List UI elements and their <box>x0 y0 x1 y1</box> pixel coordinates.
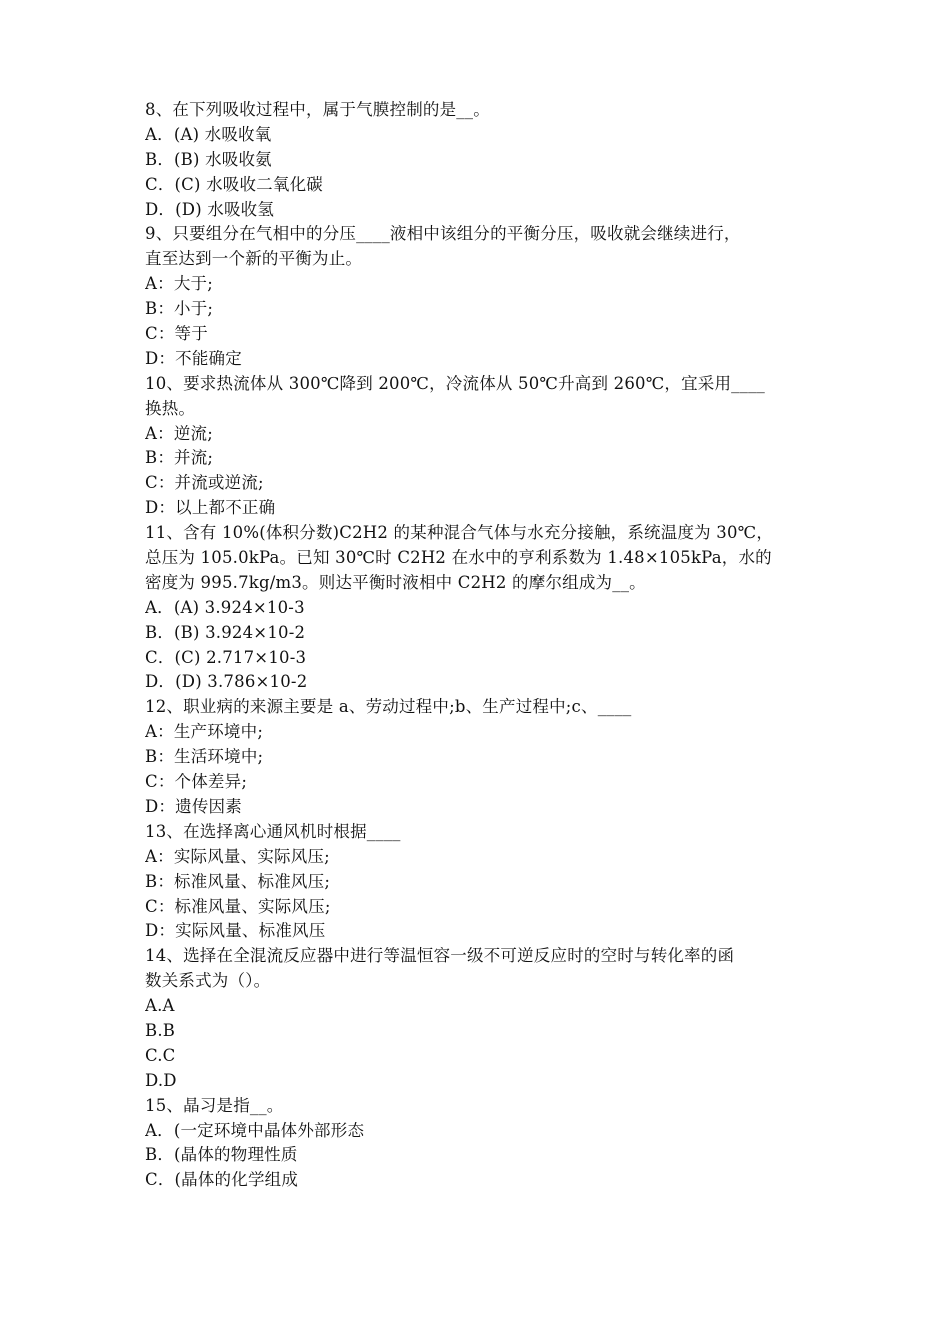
text-line: B：生活环境中; <box>145 747 264 767</box>
text-line: B．(B) 3.924×10-2 <box>145 622 306 642</box>
text-line: B．(B) 水吸收氨 <box>145 149 272 169</box>
text-line: D：遗传因素 <box>145 796 242 816</box>
text-line: B：小于; <box>145 299 214 319</box>
text-line: 密度为 995.7kg/m3。则达平衡时液相中 C2H2 的摩尔组成为__。 <box>145 572 646 592</box>
text-line: D：以上都不正确 <box>145 498 276 518</box>
text-line: B．(晶体的物理性质 <box>145 1145 298 1165</box>
text-line: A：大于; <box>145 274 213 294</box>
text-line: A：逆流; <box>145 423 213 443</box>
text-line: C：等于 <box>145 324 208 344</box>
text-line: 13、在选择离心通风机时根据____ <box>145 821 401 841</box>
text-line: 11、含有 10%(体积分数)C2H2 的某种混合气体与水充分接触，系统温度为 30℃， <box>145 523 774 543</box>
text-line: D．(D) 水吸收氢 <box>145 199 275 219</box>
text-line: C．(晶体的化学组成 <box>145 1170 299 1190</box>
text-line: 10、要求热流体从 300℃降到 200℃，冷流体从 50℃升高到 260℃，宜采用____ <box>145 373 765 393</box>
text-line: D．(D) 3.786×10-2 <box>145 672 308 692</box>
text-line: A．(A) 3.924×10-3 <box>145 597 305 617</box>
text-line: D.D <box>145 1070 177 1090</box>
text-line: A.A <box>145 996 175 1016</box>
text-line: B.B <box>145 1020 176 1040</box>
text-line: 8、在下列吸收过程中，属于气膜控制的是__。 <box>145 100 490 119</box>
text-line: C.C <box>145 1045 176 1065</box>
text-line: A．(一定环境中晶体外部形态 <box>145 1120 365 1140</box>
text-line: 换热。 <box>145 398 196 418</box>
text-line: B：并流; <box>145 448 214 468</box>
text-line: 总压为 105.0kPa。已知 30℃时 C2H2 在水中的亨利系数为 1.48×105kPa，水的 <box>145 548 772 568</box>
text-line: C：个体差异; <box>145 772 248 792</box>
text-line: 12、职业病的来源主要是 a、劳动过程中;b、生产过程中;c、____ <box>145 697 632 717</box>
text-line: 直至达到一个新的平衡为止。 <box>145 249 363 269</box>
text-line: C．(C) 2.717×10-3 <box>145 647 307 667</box>
text-line: B：标准风量、标准风压; <box>145 871 331 891</box>
text-line: 数关系式为（）。 <box>145 971 271 991</box>
text-line: 14、选择在全混流反应器中进行等温恒容一级不可逆反应时的空时与转化率的函 <box>145 946 735 966</box>
text-line: C：标准风量、实际风压; <box>145 896 331 916</box>
text-line: D：不能确定 <box>145 348 242 368</box>
text-line: 9、只要组分在气相中的分压____液相中该组分的平衡分压，吸收就会继续进行， <box>145 224 741 244</box>
text-line: D：实际风量、标准风压 <box>145 921 326 941</box>
text-line: C．(C) 水吸收二氧化碳 <box>145 174 323 194</box>
text-line: 15、晶习是指__。 <box>145 1095 284 1115</box>
text-line: A：实际风量、实际风压; <box>145 846 330 866</box>
text-line: C：并流或逆流; <box>145 473 264 493</box>
document-page <box>145 98 810 1193</box>
text-line: A．(A) 水吸收氧 <box>145 124 272 144</box>
text-line: A：生产环境中; <box>145 722 264 742</box>
